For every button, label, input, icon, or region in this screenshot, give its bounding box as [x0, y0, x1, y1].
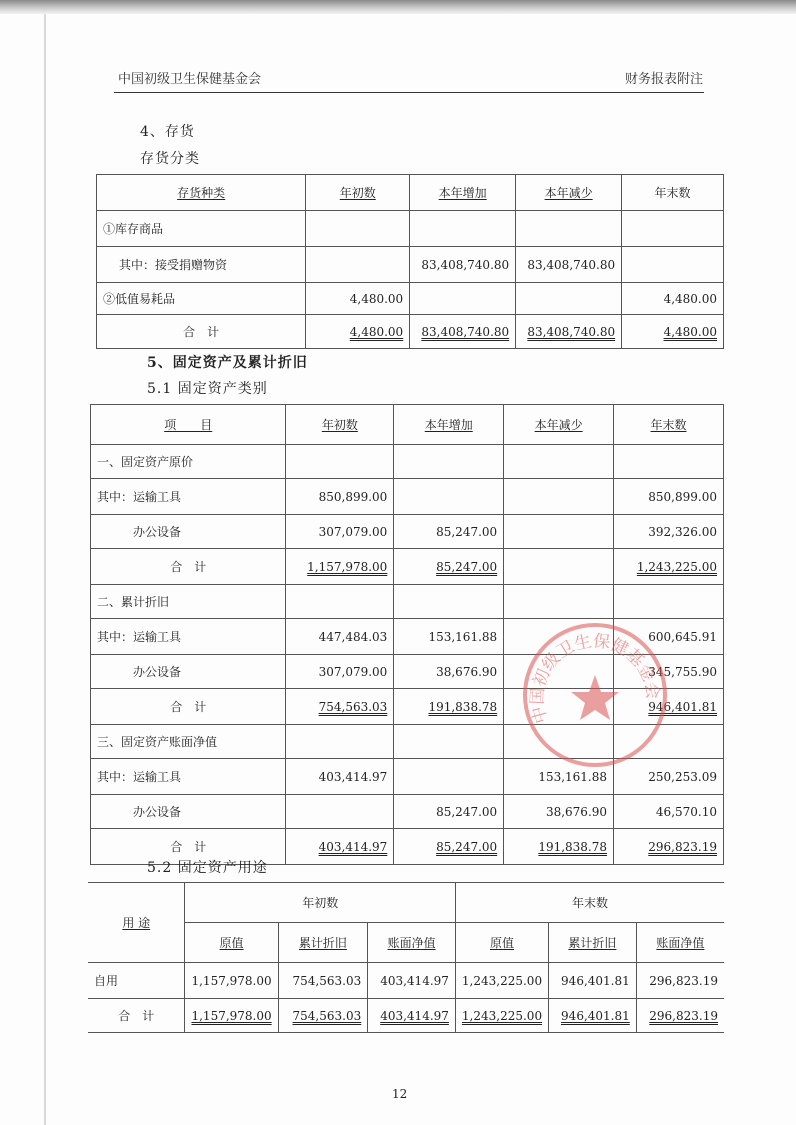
- cell: [622, 211, 724, 247]
- cell: 403,414.97: [368, 963, 456, 999]
- page-number: 12: [392, 1087, 408, 1101]
- cell: [622, 247, 724, 283]
- row-label: 其中：运输工具: [91, 619, 286, 655]
- cell: [504, 619, 614, 655]
- cell: 83,408,740.80: [516, 247, 622, 283]
- cell: 191,838.78: [394, 689, 504, 725]
- cell: 850,899.00: [286, 479, 394, 515]
- table-row: [91, 515, 724, 549]
- cell: 83,408,740.80: [410, 315, 516, 349]
- row-label: 合 计: [88, 999, 185, 1033]
- cell: 153,161.88: [394, 619, 504, 655]
- cell: 4,480.00: [306, 283, 410, 315]
- cell: [504, 479, 614, 515]
- cell: 754,563.03: [278, 999, 368, 1033]
- table-row: [91, 725, 724, 759]
- seal-text: 中国初级卫生保健基金会: [527, 631, 663, 726]
- cell: [306, 211, 410, 247]
- cell: 1,243,225.00: [455, 963, 548, 999]
- cell: 85,247.00: [394, 515, 504, 549]
- cell: 85,247.00: [394, 829, 504, 865]
- section-5-2-title: 5.2 固定资产用途: [147, 860, 268, 876]
- cell: 447,484.03: [286, 619, 394, 655]
- cell: [516, 283, 622, 315]
- row-label: 自用: [88, 963, 185, 999]
- cell: 46,570.10: [614, 795, 724, 829]
- cell: 4,480.00: [622, 315, 724, 349]
- table-row: [91, 445, 724, 479]
- cell: 83,408,740.80: [516, 315, 622, 349]
- row-label: 其中：接受捐赠物资: [97, 247, 306, 283]
- cell: 38,676.90: [504, 795, 614, 829]
- row-label: 办公设备: [91, 515, 286, 549]
- row-label: 一、固定资产原价: [91, 445, 286, 479]
- table-header-row: [88, 883, 724, 923]
- col-header: 本年减少: [516, 175, 622, 211]
- cell: 191,838.78: [504, 829, 614, 865]
- col-header: 本年增加: [394, 405, 504, 445]
- row-label: 合 计: [91, 689, 286, 725]
- usage-table: [88, 882, 724, 1033]
- cell: [394, 585, 504, 619]
- cell: [394, 759, 504, 795]
- row-label: 合 计: [91, 829, 286, 865]
- row-label: ②低值易耗品: [97, 283, 306, 315]
- fixed-assets-table: [90, 404, 724, 865]
- cell: 850,899.00: [614, 479, 724, 515]
- cell: [286, 585, 394, 619]
- col-header: 项 目: [91, 405, 286, 445]
- section-5-title: 5、固定资产及累计折旧: [147, 355, 308, 371]
- cell: 946,401.81: [614, 689, 724, 725]
- cell: [504, 549, 614, 585]
- cell: [286, 445, 394, 479]
- cell: [394, 725, 504, 759]
- cell: 1,157,978.00: [286, 549, 394, 585]
- inventory-table: [96, 174, 724, 349]
- col-header: 年末数: [614, 405, 724, 445]
- cell: 307,079.00: [286, 515, 394, 549]
- cell: 600,645.91: [614, 619, 724, 655]
- cell: [614, 445, 724, 479]
- cell: 296,823.19: [614, 829, 724, 865]
- group-header-begin: 年初数: [185, 883, 455, 923]
- cell: 1,243,225.00: [455, 999, 548, 1033]
- cell: [286, 795, 394, 829]
- header-doc-title: 财务报表附注: [625, 72, 704, 87]
- cell: [410, 211, 516, 247]
- cell: 296,823.19: [636, 999, 724, 1033]
- cell: [394, 445, 504, 479]
- cell: 754,563.03: [286, 689, 394, 725]
- cell: [504, 689, 614, 725]
- col-header: 原值: [455, 923, 548, 963]
- cell: 403,414.97: [286, 759, 394, 795]
- cell: 754,563.03: [278, 963, 368, 999]
- row-label: 三、固定资产账面净值: [91, 725, 286, 759]
- table-row: [91, 795, 724, 829]
- table-row: [97, 247, 724, 283]
- cell: 250,253.09: [614, 759, 724, 795]
- col-header: 账面净值: [368, 923, 456, 963]
- cell: [410, 283, 516, 315]
- table-row: [91, 655, 724, 689]
- cell: 1,157,978.00: [185, 963, 278, 999]
- col-header: 本年增加: [410, 175, 516, 211]
- cell: 307,079.00: [286, 655, 394, 689]
- section-4-title: 4、存货: [140, 124, 195, 140]
- table-row: [91, 479, 724, 515]
- table-row: [97, 211, 724, 247]
- header-rule: [114, 92, 704, 93]
- col-header: 年初数: [286, 405, 394, 445]
- col-header: 本年减少: [504, 405, 614, 445]
- cell: [614, 585, 724, 619]
- cell: 345,755.90: [614, 655, 724, 689]
- cell: [394, 479, 504, 515]
- row-label: 其中：运输工具: [91, 759, 286, 795]
- col-header-use: 用 途: [88, 883, 185, 963]
- cell: 85,247.00: [394, 795, 504, 829]
- cell: 392,326.00: [614, 515, 724, 549]
- total-row: [97, 315, 724, 349]
- cell: [516, 211, 622, 247]
- scan-left-edge: [44, 14, 46, 1125]
- table-row: [97, 283, 724, 315]
- col-header: 原值: [185, 923, 278, 963]
- section-4-subtitle: 存货分类: [140, 151, 200, 167]
- cell: 1,243,225.00: [614, 549, 724, 585]
- row-label: 合 计: [97, 315, 306, 349]
- col-header: 年初数: [306, 175, 410, 211]
- cell: [504, 655, 614, 689]
- cell: 296,823.19: [636, 963, 724, 999]
- row-label: 办公设备: [91, 795, 286, 829]
- cell: 946,401.81: [549, 963, 637, 999]
- table-row: [91, 759, 724, 795]
- cell: 85,247.00: [394, 549, 504, 585]
- cell: 403,414.97: [286, 829, 394, 865]
- col-header: 存货种类: [97, 175, 306, 211]
- table-row: [91, 619, 724, 655]
- cell: [504, 725, 614, 759]
- group-header-end: 年末数: [455, 883, 724, 923]
- cell: [614, 725, 724, 759]
- header-org: 中国初级卫生保健基金会: [118, 72, 262, 87]
- row-label: ①库存商品: [97, 211, 306, 247]
- cell: [504, 585, 614, 619]
- table-header-row: [91, 405, 724, 445]
- table-row: [88, 963, 724, 999]
- total-row: [91, 689, 724, 725]
- col-header: 年末数: [622, 175, 724, 211]
- cell: [504, 445, 614, 479]
- cell: 83,408,740.80: [410, 247, 516, 283]
- cell: 4,480.00: [622, 283, 724, 315]
- table-header-row: [97, 175, 724, 211]
- cell: [504, 515, 614, 549]
- row-label: 办公设备: [91, 655, 286, 689]
- cell: 946,401.81: [549, 999, 637, 1033]
- cell: 1,157,978.00: [185, 999, 278, 1033]
- row-label: 二、累计折旧: [91, 585, 286, 619]
- cell: 38,676.90: [394, 655, 504, 689]
- cell: 403,414.97: [368, 999, 456, 1033]
- cell: [306, 247, 410, 283]
- section-5-1-title: 5.1 固定资产类别: [147, 381, 268, 397]
- scan-top-edge: [0, 0, 796, 14]
- cell: 153,161.88: [504, 759, 614, 795]
- col-header: 账面净值: [636, 923, 724, 963]
- table-row: [91, 585, 724, 619]
- col-header: 累计折旧: [549, 923, 637, 963]
- row-label: 合 计: [91, 549, 286, 585]
- total-row: [88, 999, 724, 1033]
- total-row: [91, 549, 724, 585]
- col-header: 累计折旧: [278, 923, 368, 963]
- cell: [286, 725, 394, 759]
- cell: 4,480.00: [306, 315, 410, 349]
- row-label: 其中：运输工具: [91, 479, 286, 515]
